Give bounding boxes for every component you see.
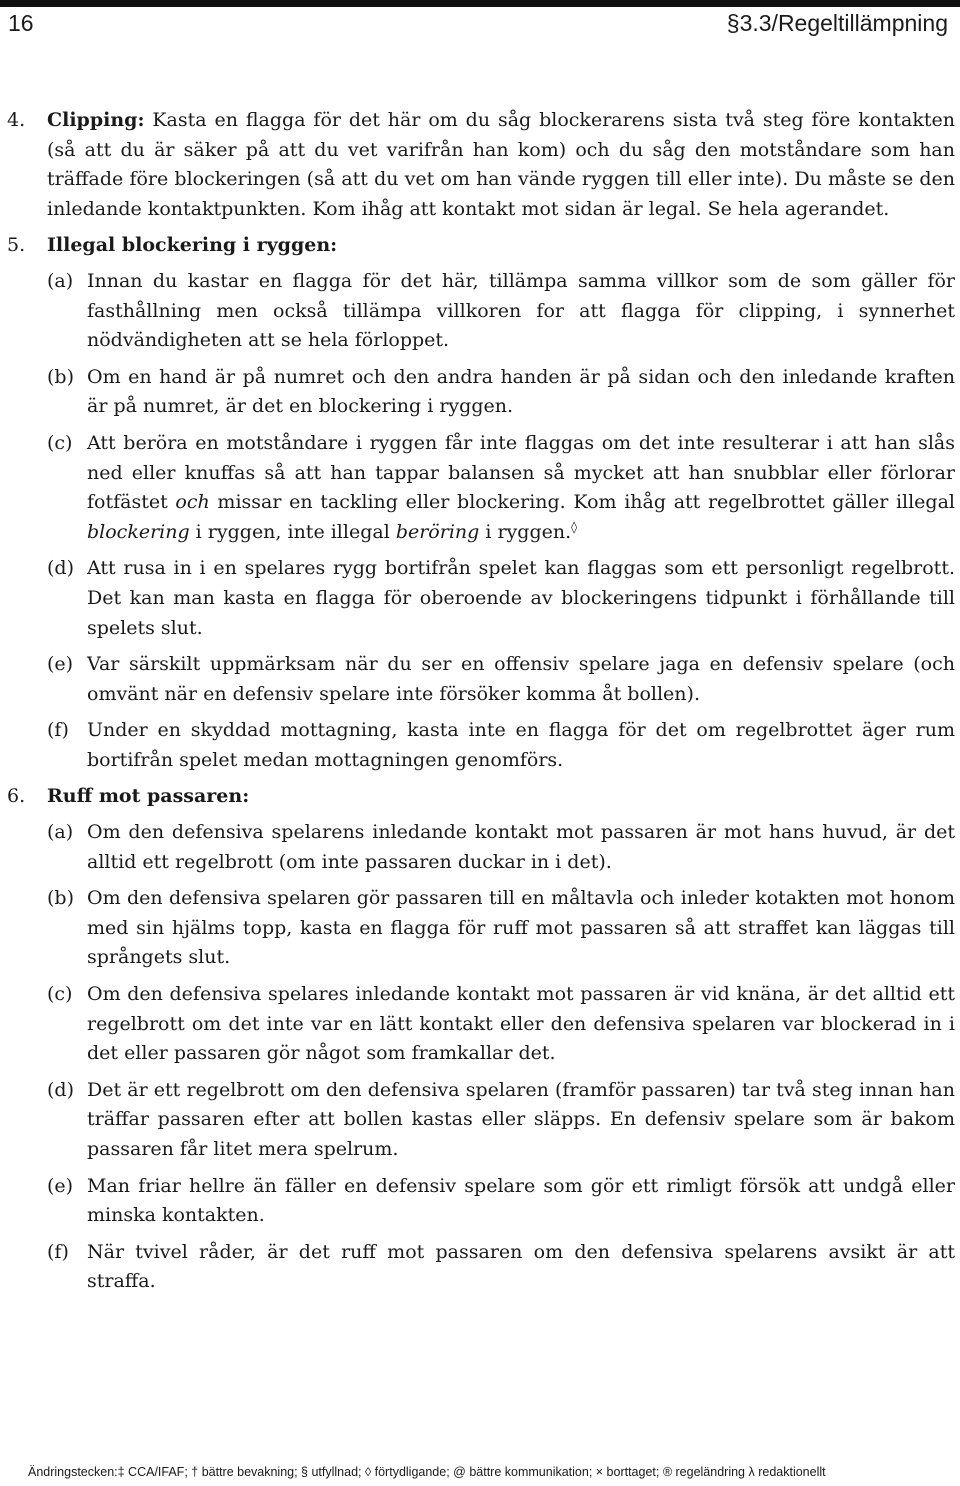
top-rule [0,0,960,7]
item-number: 4. [7,109,26,131]
subitem-text: Om den defensiva spelares inledande kontakt mot passaren är vid knäna, är det alltid ett regelbrott om det inte var en lätt kontakt eller den defensiva spelaren var blockerad in i det eller passaren gör något som framkallar det. [87,983,955,1065]
rule-item-5 [0,231,960,775]
emphasis: beröring [395,520,480,543]
subitem-text: Man friar hellre än fäller en defensiv spelare som gör ett rimligt försök att undgå eller minska kontakten. [87,1174,955,1227]
section-title: §3.3/Regeltillämpning [726,10,948,36]
subitem-label: (c) [47,431,73,454]
subitem-label: (c) [47,983,73,1006]
subitem-text: Att rusa in i en spelares rygg bortifrån spelet kan flaggas som ett personligt regelbrott. Det kan man kasta en flagga för oberoende av blockeringens tidpunkt i förhållande till spelets slut. [87,557,955,639]
subitem [47,429,955,547]
item-number: 6. [7,785,26,808]
subitem [47,1076,955,1165]
subitem-text: missar en tackling eller blockering. Kom ihåg att regelbrottet gäller illegal [209,491,955,514]
subitem-text: i ryggen, inte illegal [189,520,396,543]
subitem [47,363,955,422]
subitem [47,716,955,775]
subitem [47,980,955,1069]
subitem [47,554,955,643]
subitem-text: Var särskilt uppmärksam när du ser en offensiv spelare jaga en defensiv spelare (och omvänt när en defensiv spelare inte försöker komma åt bollen). [87,653,955,705]
subitem [47,650,955,709]
item-title: Illegal blockering i ryggen: [47,234,338,257]
subitem [47,818,955,877]
subitem-text: Det är ett regelbrott om den defensiva spelaren (framför passaren) tar två steg innan han träffar passaren efter att bollen kastas eller släpps. En defensiv spelare som är bakom passaren får litet mera spelrum. [87,1078,955,1160]
page-header [8,10,948,42]
subitem-text: Om den defensiva spelaren gör passaren till en måltavla och inleder kotakten mot honom med sin hjälms topp, kasta en flagga för ruff mot passaren så att straffet kan läggas till språngets slut. [87,887,955,969]
subitem-label: (d) [47,1078,74,1101]
subitem-label: (e) [47,653,74,676]
subitem [47,1172,955,1231]
subitem-list [47,818,955,1297]
item-title: Ruff mot passaren: [47,785,250,808]
subitem-label: (f) [47,719,69,742]
subitem-label: (d) [47,557,74,580]
subitem-text: När tvivel råder, är det ruff mot passaren om den defensiva spelarens avsikt är att straffa. [87,1240,955,1293]
item-title: Clipping: [47,109,145,131]
subitem [47,1238,955,1297]
page-number: 16 [8,10,34,36]
subitem-label: (b) [47,887,74,910]
subitem-label: (f) [47,1240,69,1263]
subitem-text: Innan du kastar en flagga för det här, tillämpa samma villkor som de som gäller för fasthållning men också tillämpa villkoren for att flagga för clipping, i synnerhet nödvändigheten att se hela förloppet. [87,269,955,352]
subitem-list [47,267,955,776]
subitem-text: i ryggen. [479,520,572,543]
change-legend-footer: Ändringstecken:‡ CCA/IFAF; † bättre bevakning; § utfyllnad; ◊ förtydligande; @ bättre kommunikation; × borttaget; ® regeländring λ redaktionellt [28,1465,826,1479]
item-text: Kasta en flagga för det här om du såg blockerarens sista två steg före kontakten (så att du är säker på att du vet varifrån han kom) och du såg den motståndare som han träffade före blockeringen (så att du vet om han vände ryggen till eller inte). Du måste se den inledande kontaktpunkten. Kom ihåg att kontakt mot sidan är legal. Se hela agerandet. [47,109,955,220]
rule-item-6 [0,782,960,1297]
item-number: 5. [7,234,26,257]
change-mark: ◊ [571,519,578,534]
emphasis: blockering [87,520,190,543]
document-body [0,106,960,1304]
subitem [47,267,955,356]
subitem-label: (a) [47,821,74,844]
emphasis: och [175,491,210,514]
subitem-label: (b) [47,365,74,388]
subitem-text: Om den defensiva spelarens inledande kontakt mot passaren är mot hans huvud, är det alltid ett regelbrott (om inte passaren duckar in i det). [87,821,955,873]
subitem-label: (a) [47,269,74,292]
subitem [47,884,955,973]
subitem-text: Att beröra en motståndare i ryggen får inte flaggas om det inte resulterar i att han slås ned eller knuffas så att han tappar balansen så mycket att han snubblar eller förlorar fotfästet [87,431,955,514]
subitem-text: Under en skyddad mottagning, kasta inte en flagga för det om regelbrottet äger rum bortifrån spelet medan mottagningen genomförs. [87,719,955,771]
subitem-text: Om en hand är på numret och den andra handen är på sidan och den inledande kraften är på numret, är det en blockering i ryggen. [87,365,955,418]
subitem-label: (e) [47,1174,74,1197]
rule-item-4 [0,106,960,224]
